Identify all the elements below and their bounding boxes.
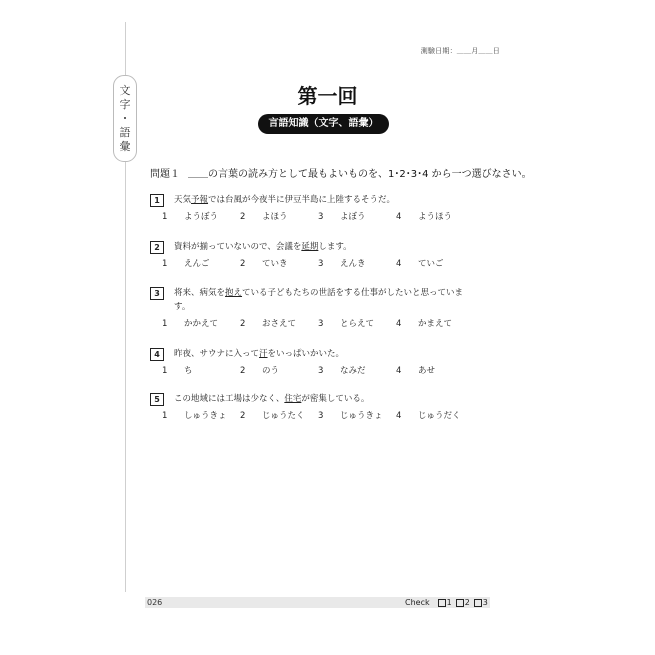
answer-option-4[interactable]: 4 じゅうだく bbox=[396, 411, 461, 421]
check-number: 1 bbox=[446, 598, 452, 607]
question-text bbox=[174, 392, 369, 406]
test-date-month: 月 bbox=[471, 47, 479, 55]
underlined-word: 延期 bbox=[301, 242, 319, 252]
option-text: のう bbox=[262, 366, 280, 376]
test-date-label: 測驗日期： bbox=[420, 47, 457, 55]
answer-option-2[interactable]: 2 のう bbox=[240, 366, 280, 376]
question-number: 4 bbox=[150, 348, 164, 361]
answer-option-4[interactable]: 4 ていご bbox=[396, 259, 444, 269]
question-3 bbox=[150, 286, 495, 330]
answer-options bbox=[150, 318, 495, 330]
answer-option-3[interactable]: 3 えんき bbox=[318, 259, 366, 269]
answer-option-1[interactable]: 1 かかえて bbox=[162, 319, 219, 329]
question-text-post: ている子どもたちの世話をする仕事がしたいと思っていま bbox=[242, 288, 464, 298]
answer-option-3[interactable]: 3 じゅうきょ bbox=[318, 411, 383, 421]
underlined-word: 住宅 bbox=[284, 394, 302, 404]
underlined-word: 予報 bbox=[191, 195, 209, 205]
option-text: おさえて bbox=[262, 319, 297, 329]
question-text bbox=[174, 240, 352, 254]
option-text: じゅうきょ bbox=[340, 411, 383, 421]
question-number: 5 bbox=[150, 393, 164, 406]
question-text-pre: 昨夜、サウナに入って bbox=[174, 349, 260, 359]
answer-option-1[interactable]: 1 えんご bbox=[162, 259, 210, 269]
date-blank[interactable]: ＿＿ bbox=[478, 47, 493, 55]
option-text: えんき bbox=[340, 259, 366, 269]
question-text-pre: 将来、病気を bbox=[174, 288, 226, 298]
answer-option-2[interactable]: 2 おさえて bbox=[240, 319, 297, 329]
option-text: えんご bbox=[184, 259, 210, 269]
question-text bbox=[174, 347, 344, 361]
answer-option-1[interactable]: 1 しゅうきょ bbox=[162, 411, 227, 421]
answer-option-3[interactable]: 3 とらえて bbox=[318, 319, 375, 329]
question-text bbox=[174, 286, 463, 300]
option-text: ていご bbox=[418, 259, 444, 269]
date-blank[interactable]: ＿＿ bbox=[456, 47, 472, 55]
instruction-text: ＿＿の言葉の読み方として最もよいものを、1･2･3･4 から一つ選びなさい。 bbox=[188, 169, 532, 180]
option-text: なみだ bbox=[340, 366, 366, 376]
question-1 bbox=[150, 193, 495, 223]
question-number: 3 bbox=[150, 287, 164, 300]
side-tab-char: 語 bbox=[119, 125, 131, 139]
answer-option-4[interactable]: 4 あせ bbox=[396, 366, 436, 376]
answer-option-2[interactable]: 2 よほう bbox=[240, 212, 288, 222]
answer-option-4[interactable]: 4 かまえて bbox=[396, 319, 453, 329]
underlined-word: 抱え bbox=[225, 288, 243, 298]
question-text-post: します。 bbox=[318, 242, 352, 252]
check-boxes bbox=[405, 597, 488, 608]
option-text: あせ bbox=[418, 366, 436, 376]
answer-option-2[interactable]: 2 ていき bbox=[240, 259, 288, 269]
checkbox[interactable] bbox=[474, 599, 482, 607]
answer-options bbox=[150, 211, 495, 223]
answer-option-2[interactable]: 2 じゅうたく bbox=[240, 411, 305, 421]
check-number: 2 bbox=[464, 598, 470, 607]
answer-options bbox=[150, 365, 495, 377]
test-date-field bbox=[421, 46, 500, 56]
answer-option-1[interactable]: 1 ち bbox=[162, 366, 193, 376]
side-tab-char: 字 bbox=[119, 97, 131, 111]
question-text-continued: す。 bbox=[174, 302, 191, 312]
question-2 bbox=[150, 240, 495, 270]
answer-options bbox=[150, 410, 495, 422]
option-text: よぼう bbox=[340, 212, 366, 222]
question-text-post: をいっぱいかいた。 bbox=[267, 349, 345, 359]
option-text: じゅうたく bbox=[262, 411, 305, 421]
option-text: とらえて bbox=[340, 319, 375, 329]
question-text-pre: この地域には工場は少なく、 bbox=[174, 394, 285, 404]
side-tab-char: ・ bbox=[119, 111, 131, 125]
answer-option-4[interactable]: 4 ようほう bbox=[396, 212, 453, 222]
option-text: ち bbox=[184, 366, 193, 376]
question-5 bbox=[150, 392, 495, 422]
option-text: かかえて bbox=[184, 319, 219, 329]
instruction bbox=[150, 165, 532, 180]
side-tab-char: 文 bbox=[119, 83, 131, 97]
test-date-day: 日 bbox=[492, 47, 500, 55]
answer-option-1[interactable]: 1 ようぼう bbox=[162, 212, 219, 222]
page-number: 026 bbox=[147, 598, 163, 607]
option-text: ようほう bbox=[418, 212, 453, 222]
side-tab-char: 彙 bbox=[119, 139, 131, 153]
question-number: 2 bbox=[150, 241, 164, 254]
check-label: Check bbox=[405, 598, 430, 607]
checkbox[interactable] bbox=[456, 599, 464, 607]
option-text: かまえて bbox=[418, 319, 453, 329]
option-text: しゅうきょ bbox=[184, 411, 227, 421]
instruction-number: 問題１ bbox=[150, 169, 180, 180]
section-badge: 言語知識（文字、語彙） bbox=[258, 114, 389, 134]
answer-option-3[interactable]: 3 よぼう bbox=[318, 212, 366, 222]
checkbox[interactable] bbox=[438, 599, 446, 607]
page-title: 第一回 bbox=[297, 84, 358, 108]
answer-options bbox=[150, 258, 495, 270]
question-number: 1 bbox=[150, 194, 164, 207]
question-text-post: が密集している。 bbox=[301, 394, 370, 404]
option-text: ていき bbox=[262, 259, 288, 269]
question-4 bbox=[150, 347, 495, 377]
question-text-post: では台風が今夜半に伊豆半島に上陸するそうだ。 bbox=[208, 195, 396, 205]
option-text: よほう bbox=[262, 212, 288, 222]
option-text: じゅうだく bbox=[418, 411, 461, 421]
question-text bbox=[174, 193, 395, 207]
question-text-pre: 資料が揃っていないので、会議を bbox=[174, 242, 302, 252]
check-number: 3 bbox=[482, 598, 488, 607]
underlined-word: 汗 bbox=[259, 349, 268, 359]
option-text: ようぼう bbox=[184, 212, 219, 222]
answer-option-3[interactable]: 3 なみだ bbox=[318, 366, 366, 376]
question-text-pre: 天気 bbox=[174, 195, 192, 205]
